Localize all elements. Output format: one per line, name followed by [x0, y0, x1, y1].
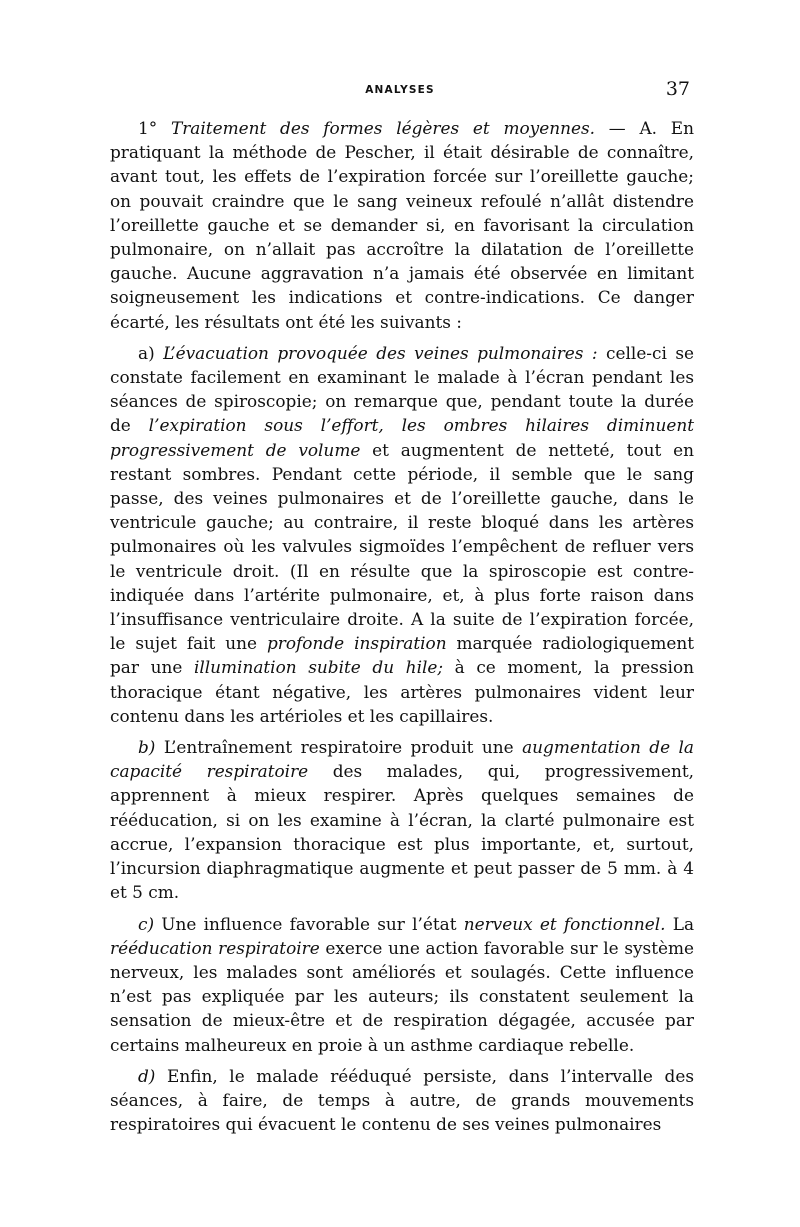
italic-text-segment: l’expiration sous l’effort, les ombres hilaires diminuent progressivement de volume	[110, 415, 694, 460]
text-segment: L’entraînement respiratoire produit une	[155, 737, 523, 758]
text-segment: celle-ci se constate facilement en examinant le malade à l’écran pendant les séances de spiroscopie; on remarque que, pendant toute la durée de	[110, 342, 694, 436]
body-text	[110, 116, 694, 1143]
text-segment: des malades, qui, progressivement, apprennent à mieux respirer. Après quelques semaines de rééducation, si on les examine à l’écran, la clarté pulmonaire est accrue, l’expansion thoracique est plus importante, et, surtout, l’incursion diaphragmatique augmente et peut passer de 5 mm. à 4 et 5 cm.	[110, 761, 694, 903]
paragraph-traitement	[110, 116, 694, 334]
text-segment: Une influence favorable sur l’état	[154, 913, 464, 934]
text-segment: a)	[138, 342, 164, 363]
page-number: 37	[665, 78, 690, 100]
italic-text-segment: Traitement des formes légères et moyennes.	[170, 118, 596, 138]
italic-text-segment: augmentation de la capacité respiratoire	[110, 737, 694, 782]
text-segment: marquée radiologiquement par une	[110, 633, 694, 678]
text-segment: et augmentent de netteté, tout en restant sombres. Pendant cette période, il semble que le sang passe, des veines pulmonaires et de l’oreillette gauche, dans le ventricule gauche; au contraire, il reste bloqué dans les artères pulmonaires où les valvules sigmoïdes l’empêchent de refluer vers le ventricule droit. (Il en résulte que la spiroscopie est contre-indiquée dans l’artérite pulmonaire, et, à plus forte raison dans l’insuffisance ventriculaire droite. A la suite de l’expiration forcée, le sujet fait une	[110, 439, 694, 654]
page-header	[110, 78, 690, 102]
italic-text-segment: rééducation respiratoire	[110, 937, 320, 958]
italic-text-segment: nerveux et fonctionnel.	[463, 913, 666, 934]
text-segment: 1°	[138, 118, 171, 138]
paragraph-a-evacuation	[110, 341, 694, 728]
running-head: ANALYSES	[365, 84, 435, 96]
paragraph-b-entrainement	[110, 735, 694, 904]
italic-text-segment: b)	[138, 737, 156, 758]
text-segment: à ce moment, la pression thoracique étant négative, les artères pulmonaires vident leur contenu dans les artérioles et les capillaires.	[110, 657, 695, 726]
italic-text-segment: d)	[138, 1065, 156, 1086]
text-segment: exerce une action favorable sur le système nerveux, les malades sont améliorés et soulagés. Cette influence n’est pas expliquée par les auteurs; ils constatent seulement la sensation de mieux-être et de respiration dégagée, accusée par certains malheureux en proie à un asthme cardiaque rebelle.	[110, 937, 694, 1055]
text-segment: La	[665, 913, 695, 934]
paragraph-c-influence	[110, 912, 694, 1057]
italic-text-segment: c)	[138, 913, 155, 934]
italic-text-segment: profonde inspiration	[266, 633, 447, 654]
italic-text-segment: L’évacuation provoquée des veines pulmonaires :	[163, 342, 598, 363]
text-segment: — A. En pratiquant la méthode de Pescher, il était désirable de connaître, avant tout, les effets de l’expiration forcée sur l’oreillette gauche; on pouvait craindre que le sang veineux refoulé n’allât distendre l’oreillette gauche et se demander si, en favorisant la circulation pulmonaire, on n’allait pas accroître la dilatation de l’oreillette gauche. Aucune aggravation n’a jamais été observée en limitant soigneusement les indications et contre-indications. Ce danger écarté, les résultats ont été les suivants :	[110, 118, 695, 332]
italic-text-segment: illumination subite du hile;	[193, 657, 444, 678]
paragraph-d-enfin	[110, 1064, 694, 1137]
text-segment: Enfin, le malade rééduqué persiste, dans l’intervalle des séances, à faire, de temps à autre, de grands mouvements respiratoires qui évacuent le contenu de ses veines pulmonaires	[110, 1065, 694, 1135]
